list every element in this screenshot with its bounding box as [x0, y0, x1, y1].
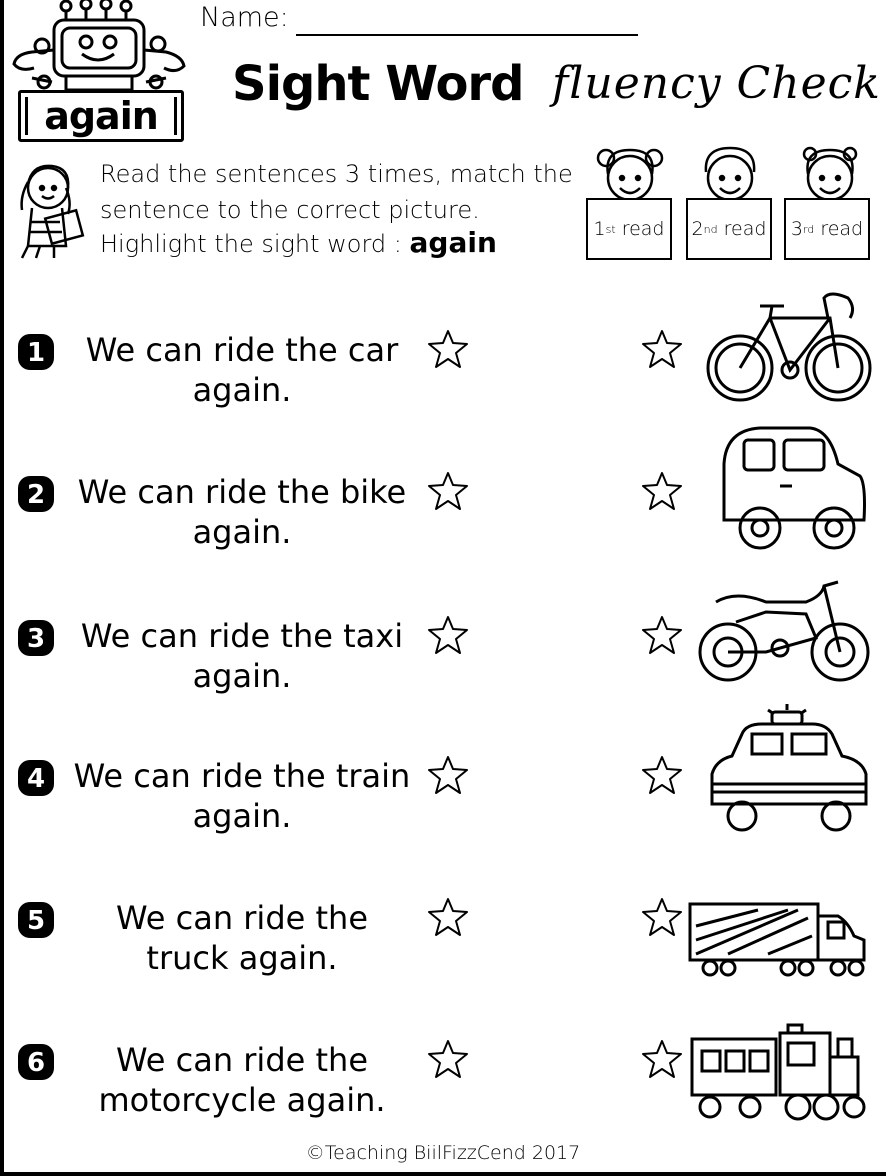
sentence-number: 4: [26, 764, 46, 794]
sentence-match-star-icon[interactable]: [426, 1038, 470, 1082]
sentence-line-1: We can ride the: [115, 899, 368, 937]
sentence-line-2: truck again.: [146, 939, 338, 977]
sentence-line-1: We can ride the car: [85, 331, 399, 369]
sight-word-tag: again: [18, 90, 184, 142]
picture-match-star-icon[interactable]: [640, 1038, 684, 1082]
sentence-number-badge: [16, 1042, 56, 1082]
sentence-match-star-icon[interactable]: [426, 470, 470, 514]
name-field-line[interactable]: [296, 34, 638, 36]
sentence-3: [52, 616, 432, 696]
picture-match-star-icon[interactable]: [640, 470, 684, 514]
sentence-number-badge: [16, 332, 56, 372]
sentence-match-star-icon[interactable]: [426, 754, 470, 798]
name-label: Name:: [200, 2, 289, 33]
sentence-number: 2: [26, 480, 46, 510]
train-picture[interactable]: [688, 1008, 868, 1138]
read-checkbox-2[interactable]: 2 nd read: [686, 198, 772, 260]
car-picture[interactable]: [700, 424, 880, 554]
sentence-2: [52, 472, 432, 552]
sentence-number-badge: [16, 474, 56, 514]
sentence-5: [52, 898, 432, 978]
sentence-number: 5: [26, 906, 46, 936]
sentence-number-badge: [16, 758, 56, 798]
sentence-match-star-icon[interactable]: [426, 614, 470, 658]
instruction-prefix: Highlight the sight word :: [100, 230, 402, 258]
sentence-line-2: motorcycle again.: [98, 1081, 386, 1119]
sentence-line-2: again.: [192, 371, 292, 409]
sentence-4: [52, 756, 432, 836]
sentence-line-1: We can ride the taxi: [80, 617, 404, 655]
instruction-sight-word: again: [409, 226, 497, 259]
sentence-line-1: We can ride the train: [73, 757, 411, 795]
motorcycle-picture[interactable]: [696, 572, 876, 702]
sentence-match-star-icon[interactable]: [426, 896, 470, 940]
truck-picture[interactable]: [688, 876, 868, 1006]
sentence-number-badge: [16, 618, 56, 658]
bicycle-picture[interactable]: [700, 288, 880, 418]
sentence-line-2: again.: [192, 513, 292, 551]
sentence-6: [52, 1040, 432, 1120]
taxi-picture[interactable]: [702, 704, 882, 834]
sentence-number: 6: [26, 1048, 46, 1078]
sentence-1: [52, 330, 432, 410]
sentence-number-badge: [16, 900, 56, 940]
picture-match-star-icon[interactable]: [640, 754, 684, 798]
copyright-footer: ©Teaching BiilFizzCend 2017: [305, 1142, 581, 1164]
girl-reading-illustration: [14, 158, 94, 262]
sentence-number: 1: [26, 338, 46, 368]
instruction-line-2: sentence to the correct picture.: [100, 196, 480, 224]
read-checkbox-3[interactable]: 3 rd read: [784, 198, 870, 260]
instruction-line-3: [100, 226, 497, 262]
page-subtitle: fluency Check: [552, 58, 881, 109]
read-checkbox-1[interactable]: 1 st read: [586, 198, 672, 260]
picture-match-star-icon[interactable]: [640, 614, 684, 658]
sentence-number: 3: [26, 624, 46, 654]
picture-match-star-icon[interactable]: [640, 328, 684, 372]
picture-match-star-icon[interactable]: [640, 896, 684, 940]
sentence-line-2: again.: [192, 657, 292, 695]
sentence-match-star-icon[interactable]: [426, 328, 470, 372]
sentence-line-1: We can ride the bike: [77, 473, 407, 511]
page-title: Sight Word: [232, 56, 524, 112]
sentence-line-1: We can ride the: [115, 1041, 368, 1079]
instruction-line-1: Read the sentences 3 times, match the: [100, 160, 573, 188]
sentence-line-2: again.: [192, 797, 292, 835]
